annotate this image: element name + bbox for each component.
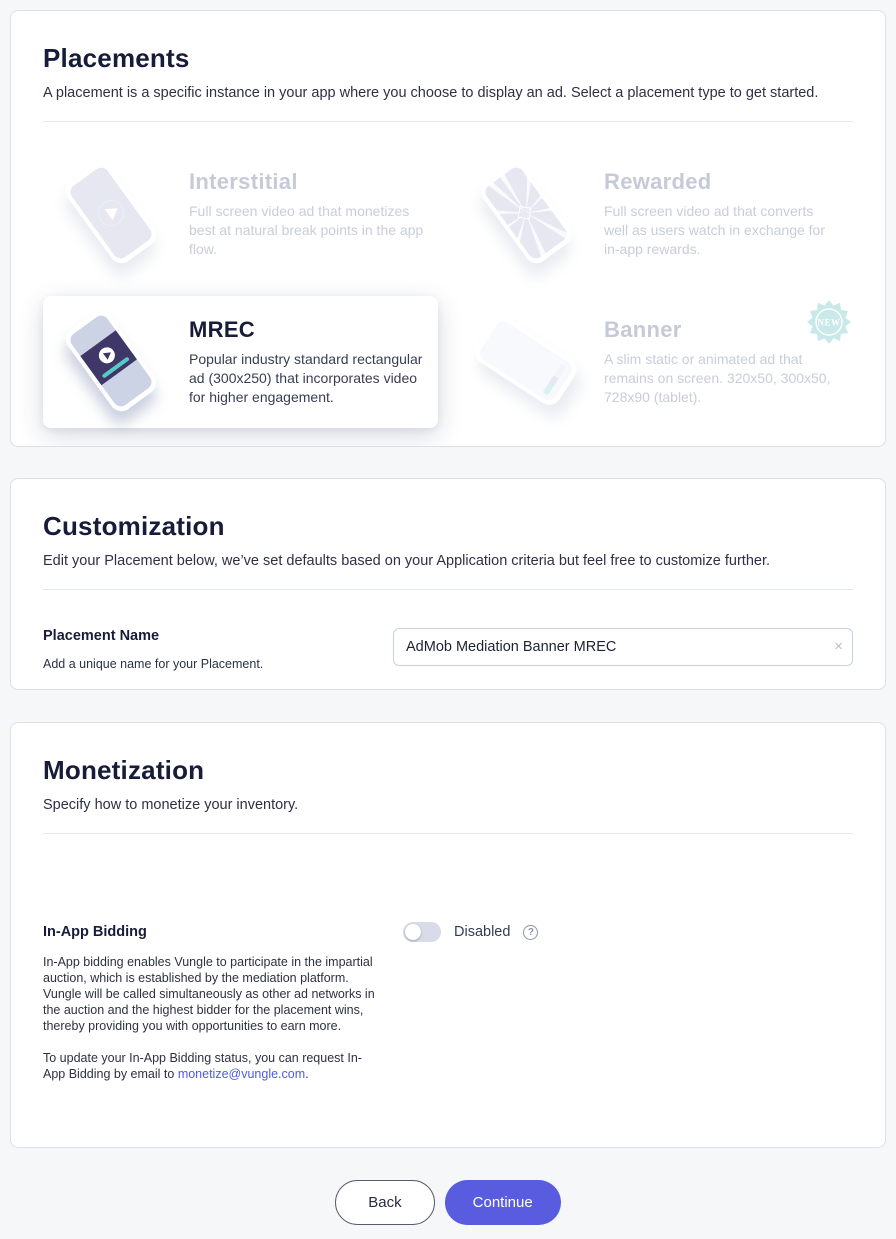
in-app-bidding-note <box>43 1050 375 1082</box>
in-app-bidding-toggle[interactable] <box>403 922 441 942</box>
monetize-email-link[interactable]: monetize@vungle.com <box>177 1067 306 1081</box>
rewarded-phone-illustration <box>472 162 588 266</box>
placement-type-rewarded[interactable] <box>458 148 853 280</box>
interstitial-phone-illustration <box>57 162 173 266</box>
placement-type-grid <box>43 148 853 428</box>
divider <box>43 121 853 122</box>
placement-name-helper: Add a unique name for your Placement. <box>43 657 264 671</box>
in-app-bidding-row <box>43 924 853 1082</box>
placement-type-description: Full screen video ad that converts well as users watch in exchange for in-app rewards. <box>604 202 825 258</box>
divider <box>43 833 853 834</box>
gem-icon <box>518 206 532 220</box>
toggle-knob <box>405 924 421 940</box>
placement-type-title: MREC <box>189 316 255 342</box>
continue-button[interactable]: Continue <box>445 1180 561 1225</box>
back-button[interactable]: Back <box>335 1180 434 1225</box>
in-app-bidding-description: In-App bidding enables Vungle to participate in the impartial auction, which is established by the mediation platform. Vungle will be called simultaneously as other ad networks in the auction and the highest bidder for the placement wins, thereby providing you with opportunities to earn more. <box>43 955 375 1033</box>
monetization-section <box>10 722 886 1148</box>
banner-phone-illustration <box>472 310 588 414</box>
placement-type-description: Full screen video ad that monetizes best at natural break points in the app flow. <box>189 202 424 258</box>
in-app-bidding-status: Disabled <box>454 924 511 940</box>
placements-title: Placements <box>43 43 190 73</box>
divider <box>43 589 853 590</box>
placement-type-mrec[interactable] <box>43 296 438 428</box>
customization-subtitle: Edit your Placement below, we’ve set defaults based on your Application criteria but feel free to customize further. <box>43 553 771 569</box>
placement-type-banner[interactable] <box>458 296 853 428</box>
placements-subtitle: A placement is a specific instance in your app where you choose to display an ad. Select a placement type to get started. <box>43 85 819 101</box>
placement-type-description: A slim static or animated ad that remains on screen. 320x50, 300x50, 728x90 (tablet). <box>604 350 831 406</box>
placement-name-row <box>43 628 853 671</box>
in-app-bidding-label: In-App Bidding <box>43 924 147 940</box>
placement-type-title: Banner <box>604 316 682 342</box>
play-icon <box>96 344 118 366</box>
placement-type-title: Rewarded <box>604 168 712 194</box>
footer-actions <box>10 1180 886 1225</box>
customization-title: Customization <box>43 511 225 541</box>
in-app-bidding-note-text: To update your In-App Bidding status, you can request In-App Bidding by email to <box>43 1051 362 1081</box>
placement-type-title: Interstitial <box>189 168 298 194</box>
monetization-subtitle: Specify how to monetize your inventory. <box>43 797 299 813</box>
placements-section <box>10 10 886 447</box>
banner-ad-strip <box>543 364 567 396</box>
clear-input-icon[interactable]: × <box>834 638 843 655</box>
in-app-bidding-note-suffix: . <box>305 1067 309 1081</box>
monetization-title: Monetization <box>43 755 205 785</box>
help-icon[interactable]: ? <box>523 925 538 940</box>
placement-type-description: Popular industry standard rectangular ad (300x250) that incorporates video for higher engagement. <box>189 350 423 406</box>
customization-section <box>10 478 886 690</box>
placement-type-interstitial[interactable] <box>43 148 438 280</box>
mrec-phone-illustration <box>57 310 173 414</box>
new-badge-label: NEW <box>817 317 841 328</box>
placement-name-label: Placement Name <box>43 628 160 644</box>
new-badge <box>807 300 851 344</box>
placement-name-input[interactable] <box>393 628 853 666</box>
